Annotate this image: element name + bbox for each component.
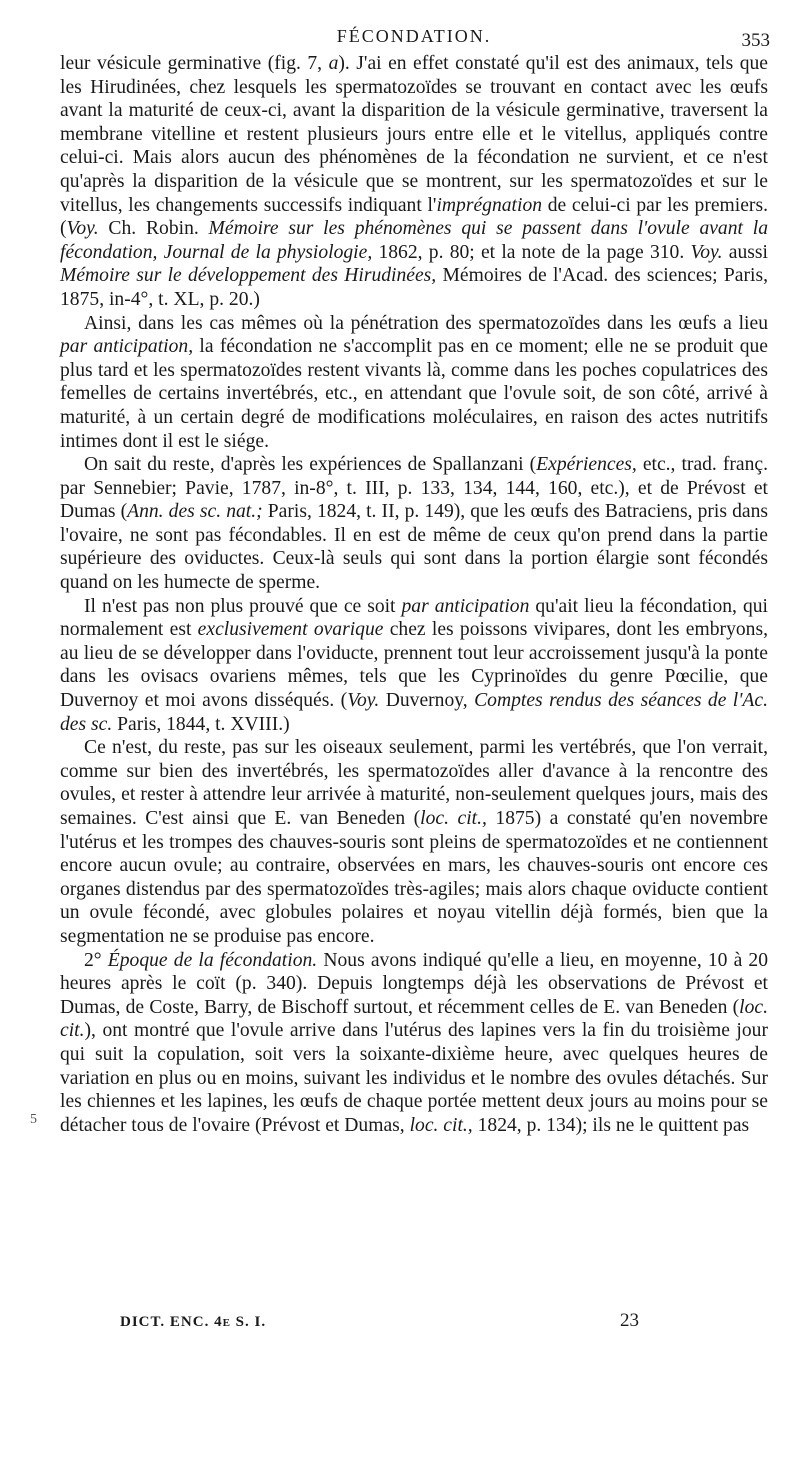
text-run: Mémoires de l'Acad. des sciences; Paris, 1875, in-4°, t. XL, p. 20.)	[60, 265, 768, 310]
italic-text-run: Mémoire sur les phénomènes qui se passent dans l'ovule avant la fécondation, Journal de la physiologie,	[60, 218, 768, 263]
paragraph	[60, 312, 768, 454]
page-header	[60, 22, 768, 52]
text-run: Il n'est pas non plus prouvé que ce soit	[84, 595, 402, 617]
text-run: Ce n'est, du reste, pas sur les oiseaux seulement, parmi les vertébrés, que l'on verrait, comme sur bien des invertébrés, les spermatozoïdes aller d'avance à la rencontre des ovules, et rester à attendre leur arrivée à maturité, non-seulement quelques jours, mais des semaines. C'est ainsi que E. van Beneden (	[60, 737, 768, 829]
paragraph	[60, 595, 768, 737]
italic-text-run: imprégnation	[436, 194, 543, 216]
italic-text-run: Ann. des sc. nat.;	[127, 501, 263, 523]
text-run: aussi	[722, 241, 768, 263]
italic-text-run: Voy.	[347, 690, 380, 712]
italic-text-run: Voy.	[690, 241, 723, 263]
text-run: etc., trad. franç. par Sennebier; Pavie, 1787, in-8°, t. III, p. 133, 134, 144, 160, etc.), et de Prévost et Dumas (	[60, 454, 768, 523]
italic-text-run: loc. cit.	[60, 996, 768, 1042]
text-run: ), ont montré que l'ovule arrive dans l'utérus des lapines vers la fin du troisième jour qui suit la copulation, soit vers la soixante-dixième heure, avec quelques heures de variation en plus ou en moins, suivant les individus et le nombre des ovules détachés. Sur les chiennes et les lapines, les œufs de chaque portée mettent deux jours au moins pour se détacher tous de l'ovaire (Prévost et Dumas,	[60, 1020, 768, 1136]
text-run: 1862, p. 80; et la note de la page 310.	[372, 241, 691, 263]
italic-text-run: a	[328, 53, 339, 74]
text-run: On sait du reste, d'après les expériences de Spallanzani (	[84, 454, 537, 476]
italic-text-run: exclusivement ovarique	[197, 619, 384, 641]
signature-mark: DICT. ENC. 4e S. I.	[120, 1314, 267, 1330]
text-run: Paris, 1844, t. XVIII.)	[112, 713, 290, 735]
margin-mark: 5	[30, 1112, 37, 1127]
italic-text-run: par anticipation,	[60, 336, 194, 358]
paragraph	[60, 949, 768, 1138]
text-run: la fécondation ne s'accomplit pas en ce moment; elle ne se produit que plus tard et les spermatozoïdes restent vivants là, comme dans les poches copulatrices des femelles de certains invertébrés, etc., en attendant que l'ovule soit, de son côté, arrivé à maturité, à un certain degré de modifications moléculaires, en raison des actes nutritifs intimes dont il est le siége.	[60, 336, 768, 452]
text-run: de celui-ci par les premiers. (	[60, 194, 768, 240]
italic-text-run: loc. cit.,	[409, 1114, 473, 1136]
text-run: Paris, 1824, t. II, p. 149), que les œufs des Batraciens, pris dans l'ovaire, ne sont pas fécondables. Il en est de même de ceux qu'on prend dans la partie supérieure des oviductes. Ceux-là seuls qui sont dans la portion élargie sont fécondés quand on les humecte de sperme.	[60, 501, 768, 594]
italic-text-run: par anticipation	[401, 595, 530, 617]
text-run: 1824, p. 134); ils ne le quittent pas	[472, 1114, 750, 1136]
running-title: FÉCONDATION.	[336, 26, 492, 46]
text-run: Ainsi, dans les cas mêmes où la pénétration des spermatozoïdes dans les œufs a lieu	[84, 312, 768, 334]
italic-text-run: Comptes rendus des séances de l'Ac. des sc.	[60, 690, 768, 735]
body-text	[60, 52, 768, 1137]
text-run: leur vésicule germinative (fig. 7,	[60, 53, 329, 74]
italic-text-run: Époque de la fécondation.	[107, 949, 318, 971]
text-run: 1875) a constaté qu'en novembre l'utérus et les trompes des chauves-souris sont pleins de spermatozoïdes et ne contiennent encore aucun ovule; au contraire, observées en mars, les chauves-souris ont encore ces organes distendus par des spermatozoïdes très-agiles; mais alors chaque oviducte contient un ovule fécondé, avec globules polaires et noyau vitellin déjà formés, bien que la segmentation ne se produise pas encore.	[60, 808, 769, 947]
text-run: Nous avons indiqué qu'elle a lieu, en moyenne, 10 à 20 heures après le coït (p. 340). Depuis longtemps déjà les observations de Prévost et Dumas, de Coste, Barry, de Bischoff surtout, et récemment celles de E. van Beneden (	[60, 949, 769, 1018]
text-run: Ch. Robin.	[98, 218, 209, 240]
text-run: chez les poissons vivipares, dont les embryons, au lieu de se développer dans l'oviducte, prennent tout leur accroissement jusqu'à la ponte dans les ovisacs ovariens mêmes, tels que les Cyprinoïdes du genre Pœcilie, que Duvernoy et moi avons disséqués. (	[60, 619, 768, 712]
paragraph	[60, 453, 768, 595]
italic-text-run: Mémoire sur le développement des Hirudinées,	[60, 265, 437, 287]
text-run: Duvernoy,	[379, 690, 475, 712]
italic-text-run: Expériences,	[536, 454, 637, 476]
text-run: 2°	[84, 949, 108, 971]
text-run: qu'ait lieu la fécondation, qui normalement est	[60, 595, 768, 641]
document-page	[60, 22, 768, 1137]
italic-text-run: Voy.	[66, 218, 99, 240]
text-run: ). J'ai en effet constaté qu'il est des animaux, tels que les Hirudinées, chez lesquels les spermatozoïdes se trouvant en contact avec les œufs avant la maturité de ceux-ci, avant la disparition de la vésicule germinative, traversent la membrane vitelline et restent plusieurs jours entre elle et le vitellus, appliqués contre celui-ci. Mais alors aucun des phénomènes de la fécondation ne survient, et ce n'est qu'après la disparition de la vésicule que se montrent, sur les spermatozoïdes et sur le vitellus, les changements successifs indiquant l'	[60, 53, 768, 216]
page-number: 353	[741, 30, 770, 51]
paragraph	[60, 52, 768, 312]
page-footer	[60, 1310, 680, 1340]
signature-number: 23	[620, 1310, 639, 1331]
paragraph	[60, 736, 768, 948]
italic-text-run: loc. cit.,	[420, 808, 487, 829]
